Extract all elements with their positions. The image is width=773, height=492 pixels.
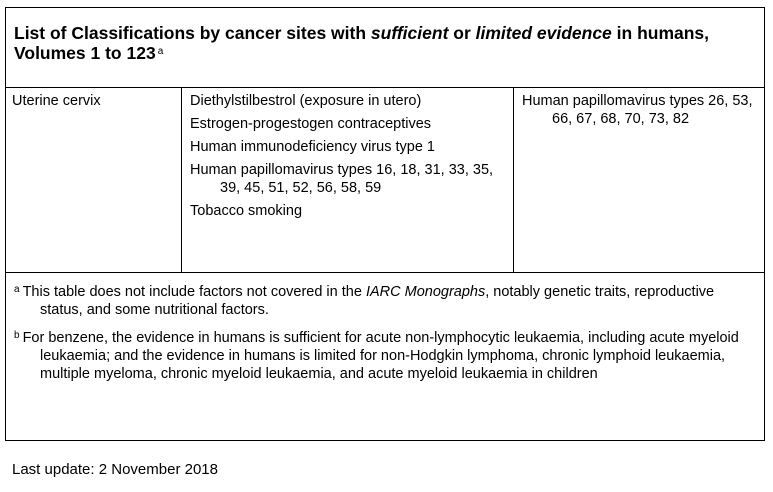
agent-item: Human papillomavirus types 26, 53, 66, 67, 68, 70, 73, 82 xyxy=(522,93,753,127)
title-text-3: in humans, Volumes 1 to 123 xyxy=(14,23,710,63)
agent-item: Tobacco smoking xyxy=(190,203,303,219)
sufficient-evidence-cell xyxy=(182,88,514,272)
cancer-site-cell xyxy=(6,88,182,272)
agent-item: Human immunodeficiency virus type 1 xyxy=(190,139,435,155)
cancer-site: Uterine cervix xyxy=(12,93,101,109)
title-text-1: List of Classifications by cancer sites with xyxy=(14,23,371,43)
footnote-a xyxy=(14,283,740,319)
title-text-2: or xyxy=(448,23,476,43)
footnote-a-text-1: This table does not include factors not covered in the xyxy=(22,284,366,300)
footnote-a-text-2: , notably genetic traits, reproductive status, and some nutritional factors. xyxy=(40,284,715,318)
footnote-mark: a xyxy=(14,284,20,295)
footnote-a-emphasis: IARC Monographs xyxy=(365,284,486,300)
footnote-b xyxy=(14,329,740,383)
classification-table xyxy=(5,7,765,441)
title-emphasis-limited: limited evidence xyxy=(475,23,612,43)
agent-item: Estrogen-progestogen contraceptives xyxy=(190,116,432,132)
last-update: Last update: 2 November 2018 xyxy=(12,461,218,478)
title-footnote-mark: a xyxy=(157,46,164,57)
footnotes xyxy=(6,273,764,393)
table-title xyxy=(6,8,764,88)
agent-item: Diethylstilbestrol (exposure in utero) xyxy=(190,93,422,109)
footnote-b-text: For benzene, the evidence in humans is sufficient for acute non-lymphocytic leukaemia, including acute myeloid leukaemia; and the evidence in humans is limited for non-Hodgkin lymphoma, chronic lymphoid leukaemia, multiple myeloma, chronic myeloid leukaemia, and acute myeloid leukaemia in children xyxy=(22,330,739,382)
footnote-mark: b xyxy=(14,330,20,341)
limited-evidence-cell xyxy=(514,88,764,272)
table-row xyxy=(6,88,764,273)
agent-item: Human papillomavirus types 16, 18, 31, 33, 35, 39, 45, 51, 52, 56, 58, 59 xyxy=(190,162,494,196)
title-emphasis-sufficient: sufficient xyxy=(370,23,449,43)
